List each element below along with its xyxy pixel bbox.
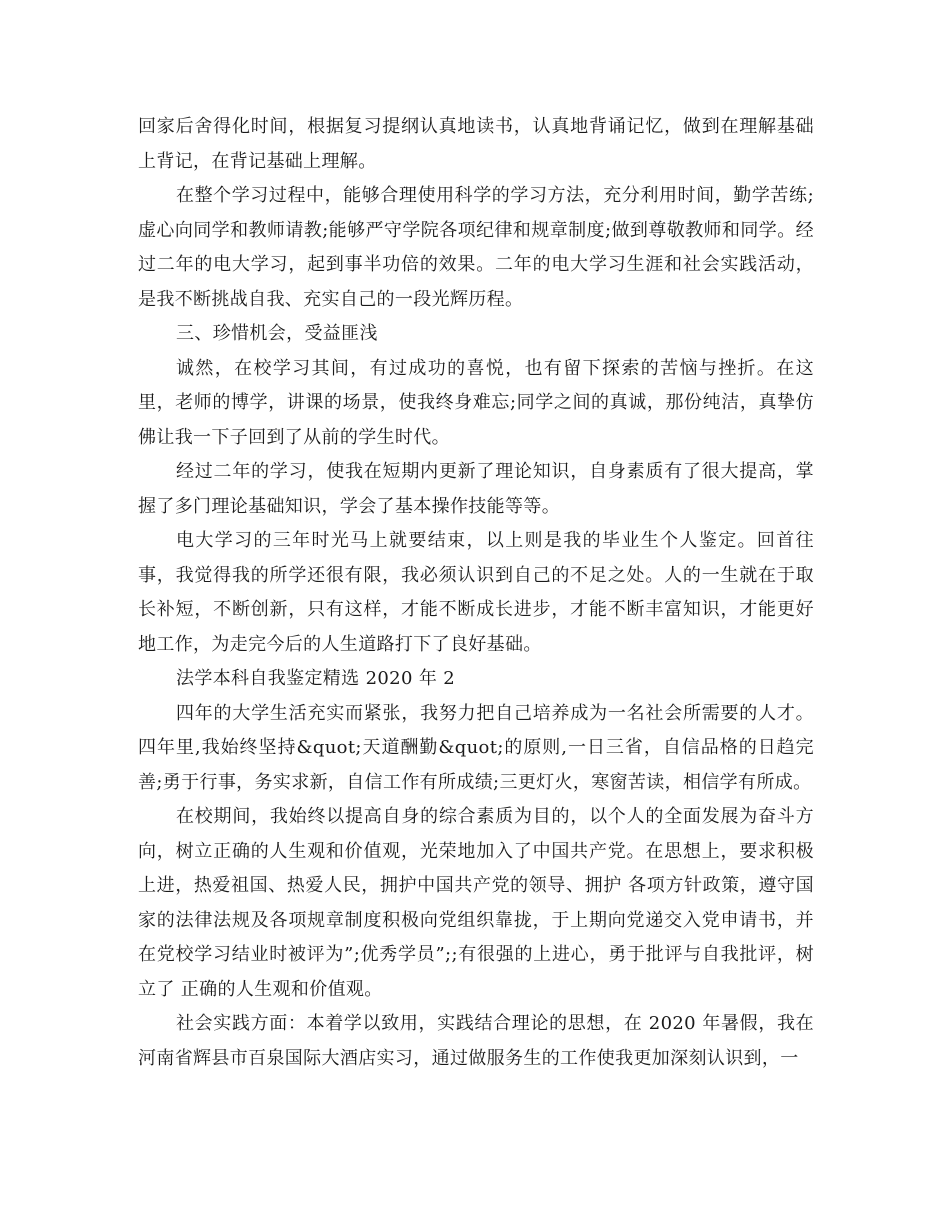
section-heading-law-self-appraisal: 法学本科自我鉴定精选 2020 年 2 [176, 668, 456, 689]
paragraph-study-methods: 在整个学习过程中，能够合理使用科学的学习方法，充分利用时间，勤学苦练;虚心向同学和教师请教;能够严守学院各项纪律和规章制度;做到尊敬教师和同学。经过二年的电大学习，起到事半功倍的效果。二年的电大学习生涯和社会实践活动，是我不断挑战自我、充实自己的一段光辉历程。 [138, 185, 814, 310]
paragraph-graduation-reflection: 电大学习的三年时光马上就要结束，以上则是我的毕业生个人鉴定。回首往事，我觉得我的所学还很有限，我必须认识到自己的不足之处。人的一生就在于取长补短，不断创新，只有这样，才能不断成长进步，才能不断丰富知识，才能更好地工作，为走完今后的人生道路打下了良好基础。 [138, 530, 814, 655]
paragraph-university-life: 四年的大学生活充实而紧张，我努力把自己培养成为一名社会所需要的人才。四年里,我始终坚持&quot;天道酬勤&quot;的原则,一日三省，自信品格的日趋完善;勇于行事，务实求新，自信工作有所成绩;三更灯火，寒窗苦读，相信学有所成。 [138, 702, 814, 793]
paragraph-continued-review: 回家后舍得化时间，根据复习提纲认真地读书，认真地背诵记忆，做到在理解基础上背记，在背记基础上理解。 [138, 116, 814, 172]
document-page [138, 110, 814, 1076]
paragraph-social-practice: 社会实践方面：本着学以致用，实践结合理论的思想，在 2020 年暑假，我在河南省辉县市百泉国际大酒店实习，通过做服务生的工作使我更加深刻认识到，一 [138, 1013, 814, 1069]
paragraph-knowledge-update: 经过二年的学习，使我在短期内更新了理论知识，自身素质有了很大提高，掌握了多门理论基础知识，学会了基本操作技能等等。 [138, 461, 814, 517]
section-heading-cherish-opportunity: 三、珍惜机会，受益匪浅 [176, 323, 378, 344]
paragraph-ideology: 在校期间，我始终以提高自身的综合素质为目的，以个人的全面发展为奋斗方向，树立正确的人生观和价值观，光荣地加入了中国共产党。在思想上，要求积极上进，热爱祖国、热爱人民，拥护中国共产党的领导、拥护 各项方针政策，遵守国家的法律法规及各项规章制度积极向党组织靠拢，于上期向党递交入党申请书，并在党校学习结业时被评为”;优秀学员”;;有很强的上进心，勇于批评与自我批评，树立了 正确的人生观和价值观。 [138, 806, 814, 1000]
paragraph-campus-memories: 诚然，在校学习其间，有过成功的喜悦，也有留下探索的苦恼与挫折。在这里，老师的博学，讲课的场景，使我终身难忘;同学之间的真诚，那份纯洁，真挚仿佛让我一下子回到了从前的学生时代。 [138, 357, 814, 448]
